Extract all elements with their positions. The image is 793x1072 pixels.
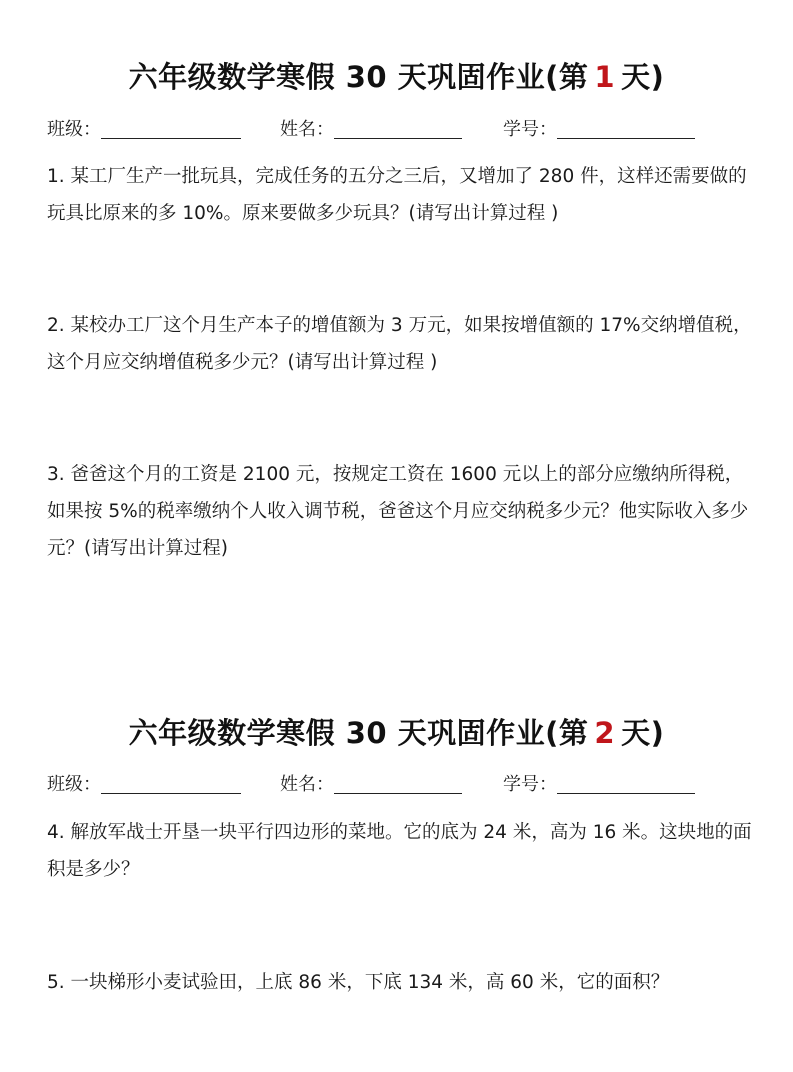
id-blank[interactable] — [557, 771, 695, 794]
class-label: 班级： — [47, 774, 101, 795]
question-1: 1. 某工厂生产一批玩具，完成任务的五分之三后，又增加了 280 件，这样还需要做的玩具比原来的多 10%。原来要做多少玩具？(请写出计算过程 ) — [47, 166, 747, 224]
sheet-title-day-1 — [0, 57, 793, 97]
class-field[interactable] — [47, 771, 241, 799]
sheet-title-day-2 — [0, 713, 793, 753]
id-label: 学号： — [503, 774, 557, 795]
day-number: 1 — [594, 60, 616, 94]
question-4: 4. 解放军战士开垦一块平行四边形的菜地。它的底为 24 米，高为 16 米。这块地的面积是多少？ — [47, 822, 752, 880]
question-2: 2. 某校办工厂这个月生产本子的增值额为 3 万元，如果按增值额的 17%交纳增值税，这个月应交纳增值税多少元？(请写出计算过程 ) — [47, 315, 752, 373]
title-suffix: 天) — [621, 60, 665, 94]
class-field[interactable] — [47, 116, 241, 144]
id-field[interactable] — [503, 771, 695, 799]
question-5: 5. 一块梯形小麦试验田，上底 86 米，下底 134 米，高 60 米，它的面积？ — [47, 972, 670, 993]
title-prefix: 六年级数学寒假 30 天巩固作业(第 — [128, 716, 589, 750]
name-label: 姓名： — [280, 119, 334, 140]
student-info-row-1 — [47, 116, 747, 144]
class-blank[interactable] — [101, 771, 241, 794]
name-blank[interactable] — [334, 771, 462, 794]
class-blank[interactable] — [101, 116, 241, 139]
name-label: 姓名： — [280, 774, 334, 795]
title-suffix: 天) — [621, 716, 665, 750]
id-blank[interactable] — [557, 116, 695, 139]
class-label: 班级： — [47, 119, 101, 140]
id-field[interactable] — [503, 116, 695, 144]
question-3: 3. 爸爸这个月的工资是 2100 元，按规定工资在 1600 元以上的部分应缴纳所得税，如果按 5%的税率缴纳个人收入调节税，爸爸这个月应交纳税多少元？他实际收入多少元？(请写出计算过程) — [47, 464, 749, 559]
name-field[interactable] — [280, 116, 462, 144]
name-blank[interactable] — [334, 116, 462, 139]
name-field[interactable] — [280, 771, 462, 799]
id-label: 学号： — [503, 119, 557, 140]
student-info-row-2 — [47, 771, 747, 799]
day-number: 2 — [594, 716, 616, 750]
title-prefix: 六年级数学寒假 30 天巩固作业(第 — [128, 60, 589, 94]
